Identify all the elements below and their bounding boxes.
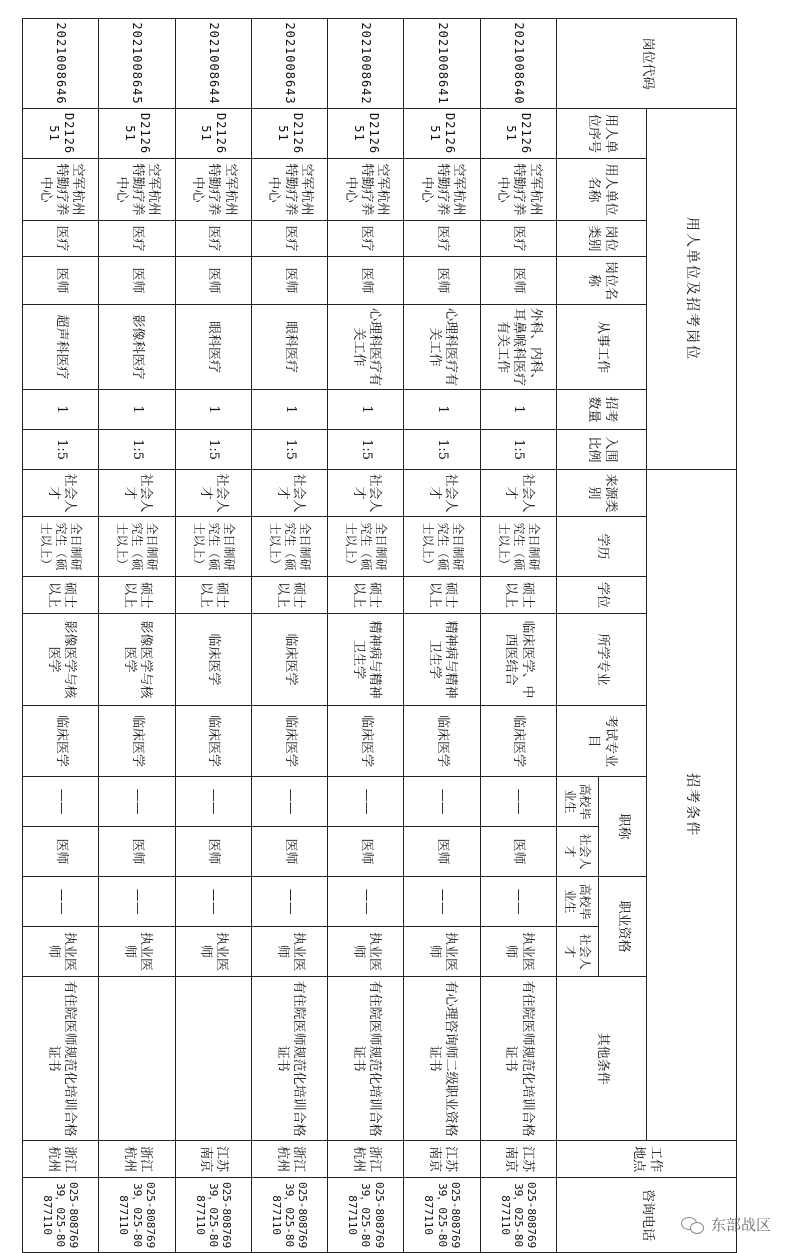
cell-education: 全日制研究生（硕士以上） <box>480 517 556 577</box>
cell-work: 影像科医疗 <box>99 305 175 390</box>
header-title-social: 社会人才 <box>557 827 599 877</box>
cell-post-code: 2021008646 <box>23 19 99 109</box>
cell-major: 精神病与精神卫生学 <box>404 614 480 706</box>
cell-category: 医疗 <box>480 221 556 257</box>
cell-recruit-num: 1 <box>251 390 327 430</box>
cell-category: 医疗 <box>328 221 404 257</box>
cell-other: 有住院医师规范化培训合格证书 <box>328 977 404 1141</box>
cell-work: 眼科医疗 <box>251 305 327 390</box>
cell-major: 影像医学与核医学 <box>99 614 175 706</box>
cell-major: 精神病与精神卫生学 <box>328 614 404 706</box>
wechat-icon <box>681 1216 705 1234</box>
cell-other: 有住院医师规范化培训合格证书 <box>251 977 327 1141</box>
header-post-name: 岗位名称 <box>557 257 647 305</box>
cell-recruit-num: 1 <box>175 390 251 430</box>
cell-location: 浙江杭州 <box>99 1141 175 1178</box>
cell-post-code: 2021008642 <box>328 19 404 109</box>
cell-post-name: 医师 <box>99 257 175 305</box>
cell-other <box>99 977 175 1141</box>
header-ratio: 入围比例 <box>557 430 647 470</box>
recruitment-table <box>22 18 737 1253</box>
cell-source: 社会人才 <box>328 470 404 517</box>
cell-qual-social: 执业医师 <box>251 927 327 977</box>
cell-exam-major: 临床医学 <box>404 706 480 777</box>
cell-source: 社会人才 <box>99 470 175 517</box>
cell-ratio: 1:5 <box>23 430 99 470</box>
cell-unit-code: D212651 <box>175 109 251 159</box>
cell-location: 浙江杭州 <box>251 1141 327 1178</box>
cell-degree: 硕士以上 <box>23 577 99 614</box>
cell-post-name: 医师 <box>175 257 251 305</box>
cell-degree: 硕士以上 <box>251 577 327 614</box>
cell-qual-graduate: —— <box>251 877 327 927</box>
cell-unit-name: 空军杭州特勤疗养中心 <box>99 159 175 221</box>
cell-post-code: 2021008641 <box>404 19 480 109</box>
cell-category: 医疗 <box>23 221 99 257</box>
cell-education: 全日制研究生（硕士以上） <box>404 517 480 577</box>
cell-unit-name: 空军杭州特勤疗养中心 <box>23 159 99 221</box>
cell-phone: 025-80876939，025-80877110 <box>480 1178 556 1253</box>
cell-location: 浙江杭州 <box>328 1141 404 1178</box>
cell-degree: 硕士以上 <box>99 577 175 614</box>
cell-unit-name: 空军杭州特勤疗养中心 <box>480 159 556 221</box>
cell-exam-major: 临床医学 <box>99 706 175 777</box>
cell-unit-name: 空军杭州特勤疗养中心 <box>251 159 327 221</box>
cell-post-name: 医师 <box>404 257 480 305</box>
cell-major: 临床医学 <box>175 614 251 706</box>
cell-location: 江苏南京 <box>480 1141 556 1178</box>
header-unit-group: 用人单位及招考岗位 <box>647 109 737 470</box>
cell-title-graduate: —— <box>23 777 99 827</box>
header-post-code: 岗位代码 <box>557 19 737 109</box>
cell-education: 全日制研究生（硕士以上） <box>251 517 327 577</box>
cell-title-graduate: —— <box>480 777 556 827</box>
cell-qual-social: 执业医师 <box>404 927 480 977</box>
header-qual-social: 社会人才 <box>557 927 599 977</box>
cell-location: 江苏南京 <box>175 1141 251 1178</box>
header-degree: 学位 <box>557 577 647 614</box>
table-row <box>404 19 480 1253</box>
cell-education: 全日制研究生（硕士以上） <box>99 517 175 577</box>
cell-major: 临床医学 <box>251 614 327 706</box>
cell-unit-name: 空军杭州特勤疗养中心 <box>328 159 404 221</box>
cell-degree: 硕士以上 <box>175 577 251 614</box>
table-row <box>23 19 99 1253</box>
cell-post-name: 医师 <box>328 257 404 305</box>
header-recruit-num: 招考数量 <box>557 390 647 430</box>
cell-work: 心理科医疗有关工作 <box>404 305 480 390</box>
cell-education: 全日制研究生（硕士以上） <box>23 517 99 577</box>
cell-unit-code: D212651 <box>404 109 480 159</box>
cell-major: 影像医学与核医学 <box>23 614 99 706</box>
cell-post-name: 医师 <box>251 257 327 305</box>
watermark-text: 东部战区 <box>710 1216 771 1234</box>
cell-exam-major: 临床医学 <box>480 706 556 777</box>
cell-ratio: 1:5 <box>404 430 480 470</box>
cell-title-graduate: —— <box>328 777 404 827</box>
cell-exam-major: 临床医学 <box>251 706 327 777</box>
table-row <box>328 19 404 1253</box>
table-row <box>99 19 175 1253</box>
watermark <box>681 1214 771 1235</box>
cell-other: 有住院医师规范化培训合格证书 <box>480 977 556 1141</box>
cell-work: 眼科医疗 <box>175 305 251 390</box>
cell-phone: 025-80876939，025-80877110 <box>23 1178 99 1253</box>
header-title-group: 职称 <box>599 777 647 877</box>
cell-post-name: 医师 <box>23 257 99 305</box>
header-phone: 咨询电话 <box>557 1178 737 1253</box>
cell-category: 医疗 <box>99 221 175 257</box>
cell-education: 全日制研究生（硕士以上） <box>175 517 251 577</box>
cell-unit-code: D212651 <box>23 109 99 159</box>
cell-exam-major: 临床医学 <box>175 706 251 777</box>
cell-phone: 025-80876939，025-80877110 <box>404 1178 480 1253</box>
cell-qual-social: 执业医师 <box>175 927 251 977</box>
cell-post-code: 2021008644 <box>175 19 251 109</box>
cell-ratio: 1:5 <box>251 430 327 470</box>
cell-source: 社会人才 <box>480 470 556 517</box>
cell-recruit-num: 1 <box>23 390 99 430</box>
cell-title-social: 医师 <box>251 827 327 877</box>
header-work: 从事工作 <box>557 305 647 390</box>
cell-unit-code: D212651 <box>99 109 175 159</box>
cell-exam-major: 临床医学 <box>23 706 99 777</box>
header-qualification-group: 职业资格 <box>599 877 647 977</box>
cell-ratio: 1:5 <box>328 430 404 470</box>
cell-source: 社会人才 <box>404 470 480 517</box>
cell-recruit-num: 1 <box>404 390 480 430</box>
cell-qual-graduate: —— <box>404 877 480 927</box>
cell-post-code: 2021008645 <box>99 19 175 109</box>
cell-title-social: 医师 <box>404 827 480 877</box>
cell-qual-social: 执业医师 <box>99 927 175 977</box>
cell-qual-graduate: —— <box>99 877 175 927</box>
cell-unit-code: D212651 <box>251 109 327 159</box>
cell-location: 浙江杭州 <box>23 1141 99 1178</box>
table-row <box>251 19 327 1253</box>
cell-qual-graduate: —— <box>480 877 556 927</box>
cell-title-graduate: —— <box>251 777 327 827</box>
cell-exam-major: 临床医学 <box>328 706 404 777</box>
cell-title-social: 医师 <box>175 827 251 877</box>
cell-post-code: 2021008643 <box>251 19 327 109</box>
cell-unit-code: D212651 <box>480 109 556 159</box>
cell-title-graduate: —— <box>175 777 251 827</box>
cell-qual-social: 执业医师 <box>480 927 556 977</box>
cell-phone: 025-80876939，025-80877110 <box>175 1178 251 1253</box>
header-unit-name: 用人单位名称 <box>557 159 647 221</box>
cell-title-social: 医师 <box>328 827 404 877</box>
cell-qual-graduate: —— <box>175 877 251 927</box>
cell-source: 社会人才 <box>175 470 251 517</box>
cell-recruit-num: 1 <box>99 390 175 430</box>
header-source: 来源类别 <box>557 470 647 517</box>
cell-title-graduate: —— <box>99 777 175 827</box>
cell-qual-social: 执业医师 <box>23 927 99 977</box>
cell-unit-code: D212651 <box>328 109 404 159</box>
header-exam-major: 考试专业目 <box>557 706 647 777</box>
header-conditions-group: 招考条件 <box>647 470 737 1141</box>
cell-ratio: 1:5 <box>99 430 175 470</box>
header-title-graduate: 高校毕业生 <box>557 777 599 827</box>
table-row <box>480 19 556 1253</box>
cell-phone: 025-80876939，025-80877110 <box>328 1178 404 1253</box>
cell-other: 有住院医师规范化培训合格证书 <box>23 977 99 1141</box>
cell-qual-social: 执业医师 <box>328 927 404 977</box>
cell-qual-graduate: —— <box>328 877 404 927</box>
header-qual-graduate: 高校毕业生 <box>557 877 599 927</box>
cell-phone: 025-80876939，025-80877110 <box>99 1178 175 1253</box>
cell-degree: 硕士以上 <box>480 577 556 614</box>
cell-other <box>175 977 251 1141</box>
cell-degree: 硕士以上 <box>404 577 480 614</box>
cell-other: 有心理咨询师二级职业资格证书 <box>404 977 480 1141</box>
header-unit-code: 用人单位序号 <box>557 109 647 159</box>
header-post-category: 岗位类别 <box>557 221 647 257</box>
header-education: 学历 <box>557 517 647 577</box>
cell-ratio: 1:5 <box>175 430 251 470</box>
cell-recruit-num: 1 <box>480 390 556 430</box>
cell-title-social: 医师 <box>480 827 556 877</box>
cell-location: 江苏南京 <box>404 1141 480 1178</box>
cell-unit-name: 空军杭州特勤疗养中心 <box>404 159 480 221</box>
cell-education: 全日制研究生（硕士以上） <box>328 517 404 577</box>
cell-work: 心理科医疗有关工作 <box>328 305 404 390</box>
cell-title-social: 医师 <box>99 827 175 877</box>
cell-source: 社会人才 <box>23 470 99 517</box>
cell-work: 超声科医疗 <box>23 305 99 390</box>
cell-phone: 025-80876939，025-80877110 <box>251 1178 327 1253</box>
cell-title-graduate: —— <box>404 777 480 827</box>
table-row <box>175 19 251 1253</box>
cell-ratio: 1:5 <box>480 430 556 470</box>
header-location: 工作地点 <box>557 1141 737 1178</box>
cell-category: 医疗 <box>404 221 480 257</box>
cell-category: 医疗 <box>251 221 327 257</box>
cell-degree: 硕士以上 <box>328 577 404 614</box>
cell-unit-name: 空军杭州特勤疗养中心 <box>175 159 251 221</box>
recruitment-table-rotated <box>22 18 737 1249</box>
cell-source: 社会人才 <box>251 470 327 517</box>
cell-category: 医疗 <box>175 221 251 257</box>
header-major: 所学专业 <box>557 614 647 706</box>
header-other: 其他条件 <box>557 977 647 1141</box>
cell-post-name: 医师 <box>480 257 556 305</box>
cell-work: 外科、内科、耳鼻喉科医疗有关工作 <box>480 305 556 390</box>
cell-recruit-num: 1 <box>328 390 404 430</box>
cell-major: 临床医学、中西医结合 <box>480 614 556 706</box>
cell-title-social: 医师 <box>23 827 99 877</box>
cell-post-code: 2021008640 <box>480 19 556 109</box>
cell-qual-graduate: —— <box>23 877 99 927</box>
